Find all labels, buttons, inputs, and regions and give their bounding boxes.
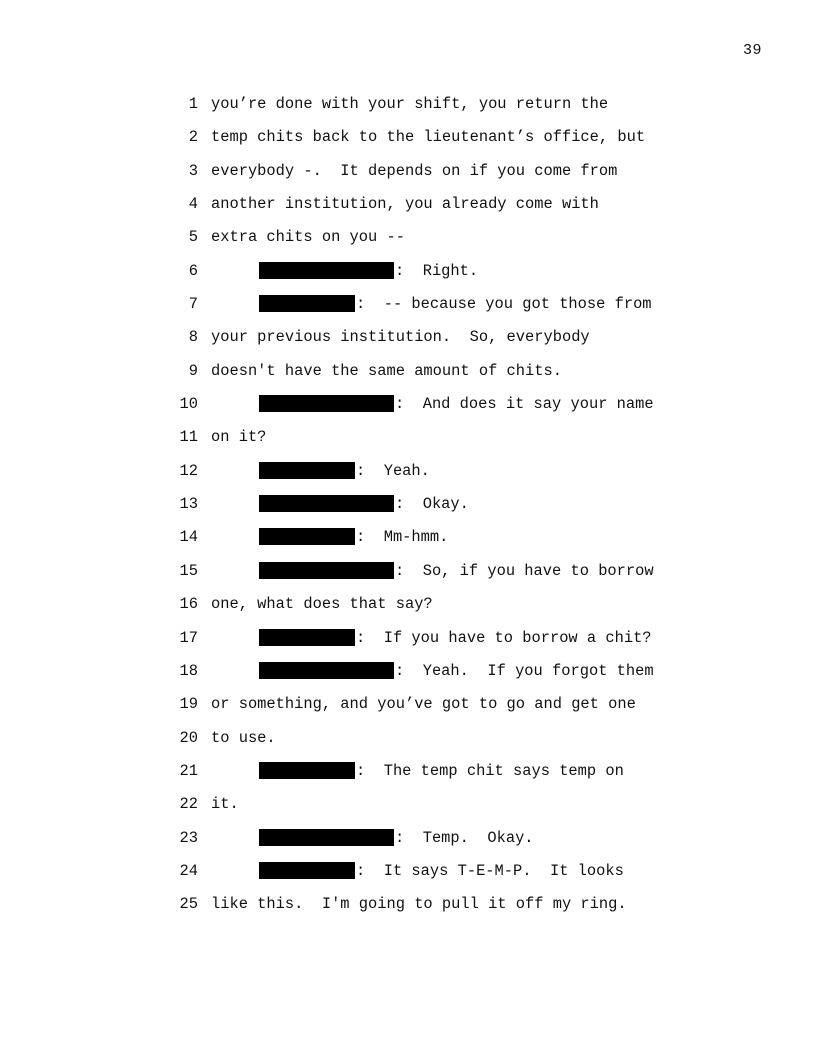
line-number: 8 (188, 328, 198, 347)
line-number: 23 (179, 828, 198, 847)
redacted-speaker-name (259, 462, 355, 479)
transcript-line (0, 160, 816, 193)
transcript-line (0, 660, 816, 693)
line-number: 3 (188, 161, 198, 180)
line-number: 10 (179, 395, 198, 414)
line-text: : Okay. (395, 495, 469, 514)
transcript-line (0, 727, 816, 760)
transcript-line (0, 293, 816, 326)
transcript-line (0, 260, 816, 293)
line-number: 12 (179, 461, 198, 480)
transcript-line (0, 760, 816, 793)
redacted-speaker-name (259, 562, 394, 579)
line-text: like this. I'm going to pull it off my ring. (211, 895, 627, 914)
line-text: another institution, you already come with (211, 195, 599, 214)
line-text: : It says T-E-M-P. It looks (356, 861, 624, 880)
line-number: 16 (179, 595, 198, 614)
transcript-line (0, 493, 816, 526)
line-number: 18 (179, 661, 198, 680)
line-number: 6 (188, 261, 198, 280)
line-number: 15 (179, 561, 198, 580)
line-number: 11 (179, 428, 198, 447)
transcript-line (0, 93, 816, 126)
line-text: : -- because you got those from (356, 295, 652, 314)
transcript-line (0, 193, 816, 226)
line-text: : Right. (395, 261, 479, 280)
redacted-speaker-name (259, 662, 394, 679)
redacted-speaker-name (259, 495, 394, 512)
line-text: : Mm-hmm. (356, 528, 449, 547)
line-text: your previous institution. So, everybody (211, 328, 590, 347)
line-text: to use. (211, 728, 276, 747)
line-number: 21 (179, 761, 198, 780)
transcript-line (0, 360, 816, 393)
line-number: 5 (188, 228, 198, 247)
transcript-line (0, 627, 816, 660)
redacted-speaker-name (259, 862, 355, 879)
transcript-line (0, 860, 816, 893)
transcript-line (0, 827, 816, 860)
page-number: 39 (742, 42, 762, 59)
transcript-line (0, 226, 816, 259)
line-number: 13 (179, 495, 198, 514)
line-text: one, what does that say? (211, 595, 433, 614)
transcript-line (0, 460, 816, 493)
line-text: : Yeah. (356, 461, 430, 480)
line-text: : And does it say your name (395, 395, 654, 414)
line-text: : If you have to borrow a chit? (356, 628, 652, 647)
line-text: : So, if you have to borrow (395, 561, 654, 580)
transcript-line (0, 793, 816, 826)
line-text: everybody -. It depends on if you come from (211, 161, 618, 180)
line-number: 9 (188, 361, 198, 380)
line-text: temp chits back to the lieutenant’s office, but (211, 128, 646, 147)
line-text: on it? (211, 428, 267, 447)
transcript-line (0, 426, 816, 459)
transcript-line (0, 693, 816, 726)
transcript-line (0, 560, 816, 593)
redacted-speaker-name (259, 762, 355, 779)
line-text: : Temp. Okay. (395, 828, 534, 847)
redacted-speaker-name (259, 262, 394, 279)
transcript-line (0, 126, 816, 159)
line-number: 20 (179, 728, 198, 747)
line-number: 22 (179, 795, 198, 814)
line-number: 2 (188, 128, 198, 147)
line-number: 19 (179, 695, 198, 714)
transcript-line (0, 593, 816, 626)
redacted-speaker-name (259, 528, 355, 545)
transcript-line (0, 893, 816, 926)
line-text: or something, and you’ve got to go and get one (211, 695, 636, 714)
line-text: : The temp chit says temp on (356, 761, 624, 780)
line-number: 14 (179, 528, 198, 547)
line-number: 1 (188, 95, 198, 113)
line-text: you’re done with your shift, you return the (211, 95, 609, 113)
line-number: 4 (188, 195, 198, 214)
redacted-speaker-name (259, 629, 355, 646)
line-text: extra chits on you -- (211, 228, 405, 247)
redacted-speaker-name (259, 395, 394, 412)
line-number: 7 (188, 295, 198, 314)
line-text: doesn't have the same amount of chits. (211, 361, 562, 380)
transcript-line (0, 393, 816, 426)
transcript-line (0, 526, 816, 559)
redacted-speaker-name (259, 829, 394, 846)
line-number: 24 (179, 861, 198, 880)
transcript-body (0, 93, 816, 927)
line-number: 17 (179, 628, 198, 647)
line-text: it. (211, 795, 239, 814)
line-text: : Yeah. If you forgot them (395, 661, 654, 680)
line-number: 25 (179, 895, 198, 914)
transcript-line (0, 326, 816, 359)
redacted-speaker-name (259, 295, 355, 312)
